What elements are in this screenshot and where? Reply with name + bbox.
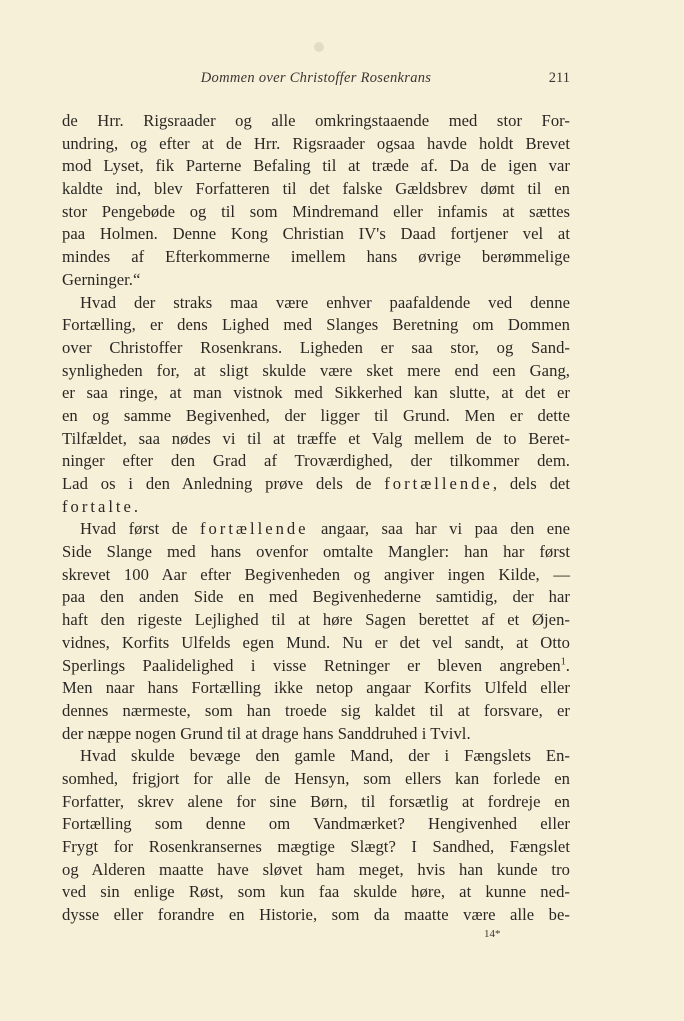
text-line: Men naar hans Fortælling ikke netop angaar Korfits Ulfeld eller [62,678,570,698]
text-line: dysse eller forandre en Historie, som da maatte være alle be- [62,905,570,925]
text-line: Hvad skulde bevæge den gamle Mand, der i Fængslets En- [80,746,570,766]
text-line: Hvad der straks maa være enhver paafaldende ved denne [80,292,570,312]
text-line: Frygt for Rosenkransernes mægtige Slægt? I Sandhed, Fængslet [62,837,570,856]
footnote-marker: 1 [560,655,566,667]
text-run: . [133,496,139,516]
text-line: Forfatter, skrev alene for sine Børn, til forsætlig at fordreje en [62,791,570,811]
text-run: . [565,655,570,675]
text-line: mindes af Efterkommerne imellem hans øvrige berømmelige [62,247,570,267]
spaced-emphasis: fortalte [62,496,134,516]
text-line: ninger efter den Grad af Troværdighed, der tilkommer dem. [62,451,570,471]
body-text [62,110,570,927]
text-line: kaldte ind, blev Forfatteren til det falske Gældsbrev dømt til en [62,179,570,199]
text-line: vidnes, Korfits Ulfelds egen Mund. Nu er det vel sandt, at Otto [62,632,570,652]
paragraph-3 [62,518,570,745]
text-line: over Christoffer Rosenkrans. Ligheden er saa stor, og Sand- [62,337,570,357]
running-title: Dommen over Christoffer Rosenkrans [200,70,432,86]
text-line [62,473,570,496]
text-run: angaar, saa har vi paa den ene [308,519,570,539]
text-line: paa den anden Side en med Begivenhederne samtidig, der har [62,587,570,607]
text-line: skrevet 100 Aar efter Begivenheden og angiver ingen Kilde, — [62,564,570,584]
text-run: Sperlings Paalidelighed i visse Retninger er bleven angreben [62,655,561,675]
text-run: Lad os i den Anledning prøve dels de [62,474,385,493]
text-line [62,655,570,678]
page-smudge [314,42,324,52]
text-line: og Alderen maatte have sløvet ham meget, hvis han kunde tro [62,859,570,879]
text-run: , dels det [492,474,570,493]
signature-mark: 14* [484,928,501,940]
text-line [62,496,570,519]
text-line: dennes nærmeste, som han troede sig kaldet til at forsvare, er [62,700,570,720]
page-number: 211 [548,70,570,86]
text-line: Tilfældet, saa nødes vi til at træffe et Valg mellem de to Beret- [62,428,570,448]
text-line: de Hrr. Rigsraader og alle omkringstaaende med stor For- [62,111,570,130]
page-header [62,70,570,94]
text-line [62,518,570,541]
text-line: Fortælling som denne om Vandmærket? Hengivenhed eller [62,814,570,834]
text-line: der næppe nogen Grund til at drage hans Sanddruhed i Tvivl. [62,723,471,743]
text-line: haft den rigeste Lejlighed til at høre Sagen berettet af et Øjen- [62,610,570,630]
text-line: somhed, frigjort for alle de Hensyn, som ellers kan forlede en [62,768,570,788]
text-line: mod Lyset, fik Parterne Befaling til at træde af. Da de igen var [62,156,570,176]
spaced-emphasis: fortællende [384,474,493,493]
spaced-emphasis: fortællende [199,519,309,539]
paragraph-1 [62,110,570,292]
text-line: Side Slange med hans ovenfor omtalte Mangler: han har først [62,542,570,562]
text-line: ved sin enlige Røst, som kun faa skulde høre, at kunne ned- [62,882,570,902]
paragraph-2 [62,292,570,519]
text-line: Fortælling, er dens Lighed med Slanges Beretning om Dommen [62,315,570,335]
text-line: undring, og efter at de Hrr. Rigsraader ogsaa havde holdt Brevet [62,133,570,153]
text-run: Hvad først de [80,519,200,539]
paragraph-4 [62,745,570,927]
text-line: synligheden for, at sligt skulde være sket mere end een Gang, [62,360,570,380]
text-line: Gerninger.“ [62,269,141,289]
text-line: er saa ringe, at man vistnok med Sikkerhed kan slutte, at det er [62,383,570,403]
text-line: stor Pengebøde og til som Mindremand eller infamis at sættes [62,201,570,221]
text-line: paa Holmen. Denne Kong Christian IV's Daad fortjener vel at [62,224,570,244]
text-line: en og samme Begivenhed, der ligger til Grund. Men er dette [62,405,570,425]
